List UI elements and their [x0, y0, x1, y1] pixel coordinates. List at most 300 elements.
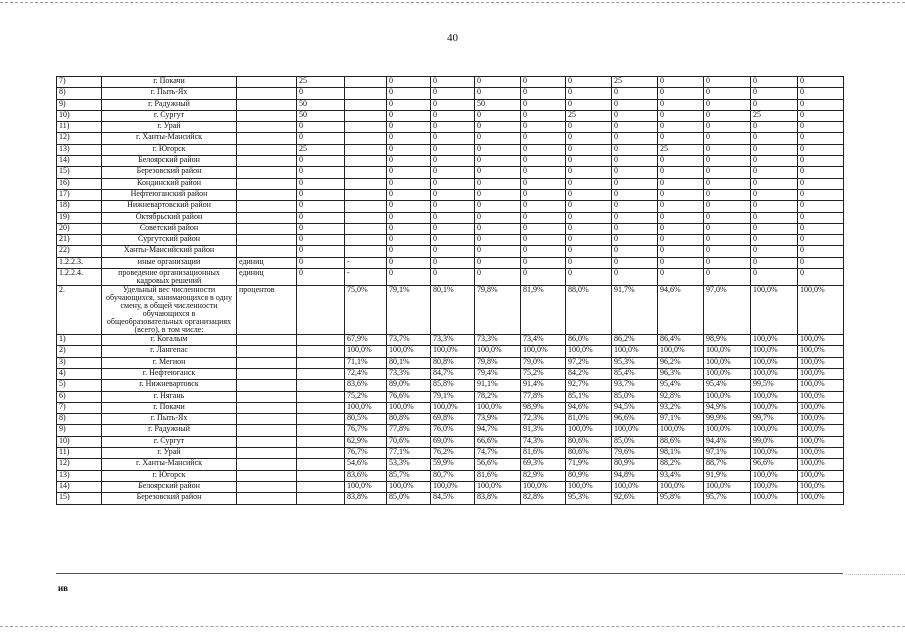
- value-cell: 0: [475, 167, 521, 178]
- value-cell: 100,0%: [798, 335, 844, 346]
- row-number-cell: 10): [57, 110, 102, 121]
- value-cell: [297, 357, 345, 368]
- value-cell: 0: [475, 235, 521, 246]
- row-unit-cell: [237, 156, 297, 167]
- value-cell: 0: [566, 223, 612, 234]
- value-cell: 100,0%: [751, 368, 798, 379]
- value-cell: 76,7%: [345, 448, 387, 459]
- row-number-cell: 21): [57, 235, 102, 246]
- value-cell: 80,7%: [431, 470, 475, 481]
- value-cell: 0: [475, 110, 521, 121]
- value-cell: [297, 459, 345, 470]
- value-cell: 0: [431, 189, 475, 200]
- value-cell: 0: [521, 223, 566, 234]
- value-cell: 74,7%: [475, 448, 521, 459]
- row-unit-cell: [237, 212, 297, 223]
- row-unit-cell: [237, 99, 297, 110]
- row-unit-cell: [237, 470, 297, 481]
- row-name-cell: Березовский район: [102, 167, 237, 178]
- value-cell: 76,0%: [431, 425, 475, 436]
- row-name-cell: г. Урай: [102, 122, 237, 133]
- value-cell: 0: [431, 122, 475, 133]
- value-cell: 0: [658, 77, 704, 88]
- value-cell: 0: [521, 88, 566, 99]
- value-cell: 0: [798, 167, 844, 178]
- value-cell: 62,9%: [345, 436, 387, 447]
- row-unit-cell: [237, 414, 297, 425]
- value-cell: 0: [704, 201, 751, 212]
- value-cell: 81,6%: [521, 448, 566, 459]
- scan-edge-bottom: [0, 626, 905, 627]
- table-row: [57, 133, 844, 144]
- value-cell: 100,0%: [798, 481, 844, 492]
- value-cell: 80,5%: [345, 414, 387, 425]
- value-cell: 0: [798, 156, 844, 167]
- value-cell: 0: [431, 156, 475, 167]
- value-cell: 0: [704, 167, 751, 178]
- value-cell: 0: [387, 122, 431, 133]
- value-cell: 100,0%: [751, 335, 798, 346]
- value-cell: 0: [798, 269, 844, 286]
- value-cell: 0: [475, 88, 521, 99]
- value-cell: 0: [751, 88, 798, 99]
- row-name-cell: Советский район: [102, 223, 237, 234]
- value-cell: 0: [751, 246, 798, 257]
- value-cell: 94,7%: [475, 425, 521, 436]
- value-cell: 93,4%: [658, 470, 704, 481]
- value-cell: 0: [704, 99, 751, 110]
- table-row: [57, 335, 844, 346]
- value-cell: 0: [521, 156, 566, 167]
- value-cell: 0: [387, 223, 431, 234]
- value-cell: 80,8%: [431, 357, 475, 368]
- value-cell: 0: [297, 156, 345, 167]
- value-cell: 100,0%: [387, 346, 431, 357]
- value-cell: 79,1%: [387, 286, 431, 335]
- row-unit-cell: [237, 346, 297, 357]
- table-row: [57, 99, 844, 110]
- row-unit-cell: [237, 133, 297, 144]
- table-row: [57, 493, 844, 504]
- value-cell: 50: [475, 99, 521, 110]
- value-cell: 0: [704, 77, 751, 88]
- value-cell: 75,0%: [345, 286, 387, 335]
- scan-edge-right: [846, 574, 905, 575]
- value-cell: 0: [521, 77, 566, 88]
- value-cell: 100,0%: [751, 346, 798, 357]
- value-cell: 100,0%: [798, 346, 844, 357]
- value-cell: 0: [297, 189, 345, 200]
- value-cell: 0: [431, 144, 475, 155]
- value-cell: 91,1%: [475, 380, 521, 391]
- row-number-cell: 19): [57, 212, 102, 223]
- row-unit-cell: процентов: [237, 286, 297, 335]
- value-cell: [297, 380, 345, 391]
- row-unit-cell: [237, 201, 297, 212]
- row-name-cell: Белоярский район: [102, 481, 237, 492]
- value-cell: 85,0%: [387, 493, 431, 504]
- row-name-cell: г. Лангепас: [102, 346, 237, 357]
- value-cell: 0: [431, 257, 475, 268]
- value-cell: 92,7%: [566, 380, 612, 391]
- value-cell: 81,6%: [475, 470, 521, 481]
- value-cell: 69,3%: [521, 459, 566, 470]
- row-number-cell: 9): [57, 99, 102, 110]
- value-cell: [297, 481, 345, 492]
- value-cell: 82,8%: [521, 493, 566, 504]
- row-number-cell: 14): [57, 156, 102, 167]
- table-row: [57, 235, 844, 246]
- value-cell: 54,6%: [345, 459, 387, 470]
- value-cell: 0: [387, 212, 431, 223]
- value-cell: [345, 246, 387, 257]
- table-row: [57, 357, 844, 368]
- value-cell: 0: [387, 189, 431, 200]
- value-cell: 0: [566, 246, 612, 257]
- value-cell: 0: [704, 110, 751, 121]
- value-cell: 91,4%: [521, 380, 566, 391]
- value-cell: 100,0%: [566, 425, 612, 436]
- value-cell: 100,0%: [798, 470, 844, 481]
- table-row: [57, 425, 844, 436]
- value-cell: 0: [612, 99, 658, 110]
- row-name-cell: Сургутский район: [102, 235, 237, 246]
- value-cell: 100,0%: [798, 357, 844, 368]
- value-cell: 100,0%: [566, 481, 612, 492]
- scan-edge-top: [0, 2, 905, 3]
- value-cell: 100,0%: [798, 402, 844, 413]
- value-cell: 0: [658, 189, 704, 200]
- value-cell: 0: [521, 257, 566, 268]
- row-name-cell: г. Югорск: [102, 144, 237, 155]
- value-cell: 86,2%: [612, 335, 658, 346]
- value-cell: [345, 99, 387, 110]
- row-number-cell: 11): [57, 122, 102, 133]
- value-cell: 0: [475, 257, 521, 268]
- value-cell: 100,0%: [387, 402, 431, 413]
- value-cell: 94,5%: [612, 402, 658, 413]
- value-cell: [297, 425, 345, 436]
- row-number-cell: 6): [57, 391, 102, 402]
- table-row: [57, 346, 844, 357]
- value-cell: 0: [751, 144, 798, 155]
- value-cell: 0: [387, 110, 431, 121]
- value-cell: 0: [658, 110, 704, 121]
- value-cell: 98,1%: [658, 448, 704, 459]
- value-cell: 98,9%: [704, 335, 751, 346]
- value-cell: 72,3%: [521, 414, 566, 425]
- value-cell: 0: [704, 246, 751, 257]
- value-cell: 84,7%: [431, 368, 475, 379]
- row-number-cell: 14): [57, 481, 102, 492]
- value-cell: 0: [798, 77, 844, 88]
- value-cell: 94,8%: [612, 470, 658, 481]
- value-cell: 0: [431, 212, 475, 223]
- value-cell: 0: [566, 189, 612, 200]
- value-cell: 100,0%: [751, 470, 798, 481]
- value-cell: 81,0%: [566, 414, 612, 425]
- value-cell: 100,0%: [431, 481, 475, 492]
- value-cell: 0: [751, 269, 798, 286]
- value-cell: 75,2%: [345, 391, 387, 402]
- value-cell: 0: [798, 189, 844, 200]
- value-cell: 79,8%: [475, 357, 521, 368]
- row-unit-cell: [237, 110, 297, 121]
- table-row: [57, 189, 844, 200]
- row-number-cell: 18): [57, 201, 102, 212]
- value-cell: [345, 189, 387, 200]
- value-cell: 0: [704, 122, 751, 133]
- value-cell: 0: [297, 223, 345, 234]
- value-cell: 73,3%: [387, 368, 431, 379]
- value-cell: 73,7%: [387, 335, 431, 346]
- value-cell: 84,2%: [566, 368, 612, 379]
- value-cell: 0: [475, 156, 521, 167]
- value-cell: 0: [521, 133, 566, 144]
- value-cell: 0: [798, 246, 844, 257]
- table-row: [57, 144, 844, 155]
- value-cell: 100,0%: [751, 493, 798, 504]
- value-cell: 0: [297, 235, 345, 246]
- value-cell: 25: [297, 77, 345, 88]
- value-cell: 0: [612, 201, 658, 212]
- row-number-cell: 2.: [57, 286, 102, 335]
- row-name-cell: иные организации: [102, 257, 237, 268]
- value-cell: 100,0%: [751, 402, 798, 413]
- row-unit-cell: [237, 436, 297, 447]
- value-cell: 79,8%: [475, 286, 521, 335]
- value-cell: 96,3%: [658, 368, 704, 379]
- value-cell: 94,4%: [704, 436, 751, 447]
- value-cell: [297, 448, 345, 459]
- value-cell: 100,0%: [704, 391, 751, 402]
- value-cell: 85,0%: [612, 391, 658, 402]
- value-cell: 79,6%: [612, 448, 658, 459]
- value-cell: 100,0%: [612, 481, 658, 492]
- value-cell: 0: [658, 122, 704, 133]
- value-cell: 93,2%: [658, 402, 704, 413]
- value-cell: 0: [431, 77, 475, 88]
- row-name-cell: Кондинский район: [102, 178, 237, 189]
- table-row: [57, 110, 844, 121]
- value-cell: 100,0%: [704, 425, 751, 436]
- value-cell: 50: [297, 110, 345, 121]
- value-cell: 0: [297, 178, 345, 189]
- value-cell: 0: [612, 189, 658, 200]
- value-cell: 0: [704, 156, 751, 167]
- table-bottom-rule: [56, 573, 843, 574]
- value-cell: 100,0%: [704, 346, 751, 357]
- row-unit-cell: [237, 189, 297, 200]
- row-number-cell: 1.2.2.3.: [57, 257, 102, 268]
- value-cell: 74,3%: [521, 436, 566, 447]
- footer-mark: ив: [58, 583, 69, 593]
- value-cell: 0: [612, 235, 658, 246]
- value-cell: 0: [704, 189, 751, 200]
- row-unit-cell: [237, 357, 297, 368]
- value-cell: 100,0%: [798, 414, 844, 425]
- value-cell: 99,9%: [704, 414, 751, 425]
- value-cell: 0: [431, 167, 475, 178]
- value-cell: 0: [658, 88, 704, 99]
- value-cell: 94,9%: [704, 402, 751, 413]
- value-cell: 0: [387, 156, 431, 167]
- value-cell: 0: [566, 201, 612, 212]
- value-cell: 97,1%: [704, 448, 751, 459]
- value-cell: 100,0%: [798, 459, 844, 470]
- value-cell: 99,0%: [751, 436, 798, 447]
- value-cell: 70,6%: [387, 436, 431, 447]
- value-cell: 100,0%: [658, 346, 704, 357]
- value-cell: [297, 414, 345, 425]
- value-cell: 0: [475, 246, 521, 257]
- row-name-cell: Октябрьский район: [102, 212, 237, 223]
- row-unit-cell: [237, 144, 297, 155]
- row-number-cell: 1.2.2.4.: [57, 269, 102, 286]
- value-cell: 71,1%: [345, 357, 387, 368]
- value-cell: 0: [798, 144, 844, 155]
- row-unit-cell: [237, 380, 297, 391]
- value-cell: 66,6%: [475, 436, 521, 447]
- value-cell: 0: [704, 235, 751, 246]
- row-number-cell: 13): [57, 144, 102, 155]
- value-cell: [297, 368, 345, 379]
- value-cell: 0: [297, 269, 345, 286]
- value-cell: 0: [387, 77, 431, 88]
- value-cell: 0: [387, 201, 431, 212]
- value-cell: 96,6%: [612, 414, 658, 425]
- row-name-cell: Удельный вес численности обучающихся, занимающихся в одну смену, в общей численности обучающихся в общеобразовательных организациях (всего), в том числе:: [102, 286, 237, 335]
- value-cell: 100,0%: [475, 346, 521, 357]
- row-name-cell: г. Когалым: [102, 335, 237, 346]
- table-row: [57, 402, 844, 413]
- value-cell: 89,0%: [387, 380, 431, 391]
- value-cell: 67,9%: [345, 335, 387, 346]
- table-row: [57, 481, 844, 492]
- value-cell: 80,9%: [566, 470, 612, 481]
- row-number-cell: 8): [57, 414, 102, 425]
- value-cell: 0: [521, 212, 566, 223]
- value-cell: 0: [566, 269, 612, 286]
- value-cell: 0: [475, 223, 521, 234]
- page-number: 40: [447, 32, 458, 44]
- row-name-cell: г. Радужный: [102, 425, 237, 436]
- value-cell: [345, 223, 387, 234]
- value-cell: 69,0%: [431, 436, 475, 447]
- indicators-table: [56, 76, 844, 505]
- value-cell: 100,0%: [704, 357, 751, 368]
- value-cell: 85,4%: [612, 368, 658, 379]
- row-name-cell: г. Нягань: [102, 391, 237, 402]
- row-name-cell: Нефтеюганский район: [102, 189, 237, 200]
- value-cell: 0: [566, 178, 612, 189]
- row-number-cell: 13): [57, 470, 102, 481]
- row-name-cell: г. Ханты-Мансийск: [102, 459, 237, 470]
- value-cell: 88,0%: [566, 286, 612, 335]
- value-cell: 0: [475, 122, 521, 133]
- value-cell: [297, 470, 345, 481]
- value-cell: 79,0%: [521, 357, 566, 368]
- value-cell: 0: [798, 122, 844, 133]
- value-cell: 95,4%: [658, 380, 704, 391]
- value-cell: 0: [297, 257, 345, 268]
- table-row: [57, 156, 844, 167]
- value-cell: [345, 156, 387, 167]
- value-cell: 0: [521, 178, 566, 189]
- value-cell: 0: [431, 246, 475, 257]
- value-cell: 95,3%: [566, 493, 612, 504]
- value-cell: 0: [475, 144, 521, 155]
- value-cell: [345, 235, 387, 246]
- value-cell: 0: [658, 257, 704, 268]
- value-cell: 0: [704, 144, 751, 155]
- value-cell: 100,0%: [345, 481, 387, 492]
- table-row: [57, 391, 844, 402]
- value-cell: 79,1%: [431, 391, 475, 402]
- table-row: [57, 178, 844, 189]
- value-cell: 0: [387, 257, 431, 268]
- row-unit-cell: [237, 235, 297, 246]
- value-cell: 83,6%: [345, 380, 387, 391]
- value-cell: 0: [521, 269, 566, 286]
- value-cell: 80,9%: [612, 459, 658, 470]
- value-cell: 100,0%: [798, 493, 844, 504]
- value-cell: 80,6%: [566, 448, 612, 459]
- value-cell: 0: [658, 133, 704, 144]
- value-cell: 100,0%: [612, 425, 658, 436]
- value-cell: [345, 178, 387, 189]
- table-row: [57, 448, 844, 459]
- value-cell: 0: [431, 99, 475, 110]
- value-cell: 0: [566, 77, 612, 88]
- value-cell: 0: [431, 201, 475, 212]
- table-row: [57, 257, 844, 268]
- value-cell: 100,0%: [798, 286, 844, 335]
- value-cell: 0: [566, 167, 612, 178]
- row-number-cell: 20): [57, 223, 102, 234]
- value-cell: 0: [658, 212, 704, 223]
- value-cell: 88,7%: [704, 459, 751, 470]
- row-unit-cell: [237, 246, 297, 257]
- value-cell: 0: [297, 88, 345, 99]
- value-cell: 77,8%: [387, 425, 431, 436]
- value-cell: [297, 436, 345, 447]
- value-cell: 91,9%: [704, 470, 751, 481]
- value-cell: 0: [751, 122, 798, 133]
- table-row: [57, 77, 844, 88]
- value-cell: 0: [751, 201, 798, 212]
- table-row: [57, 380, 844, 391]
- value-cell: 97,0%: [704, 286, 751, 335]
- value-cell: [345, 201, 387, 212]
- value-cell: 0: [751, 235, 798, 246]
- row-number-cell: 17): [57, 189, 102, 200]
- row-number-cell: 15): [57, 167, 102, 178]
- value-cell: 73,9%: [475, 414, 521, 425]
- row-number-cell: 10): [57, 436, 102, 447]
- value-cell: 0: [612, 144, 658, 155]
- value-cell: 0: [612, 212, 658, 223]
- value-cell: 81,9%: [521, 286, 566, 335]
- value-cell: 0: [297, 201, 345, 212]
- value-cell: 100,0%: [751, 286, 798, 335]
- row-unit-cell: [237, 448, 297, 459]
- value-cell: 93,7%: [612, 380, 658, 391]
- value-cell: 0: [297, 122, 345, 133]
- value-cell: 0: [521, 99, 566, 110]
- value-cell: 0: [521, 235, 566, 246]
- row-number-cell: 5): [57, 380, 102, 391]
